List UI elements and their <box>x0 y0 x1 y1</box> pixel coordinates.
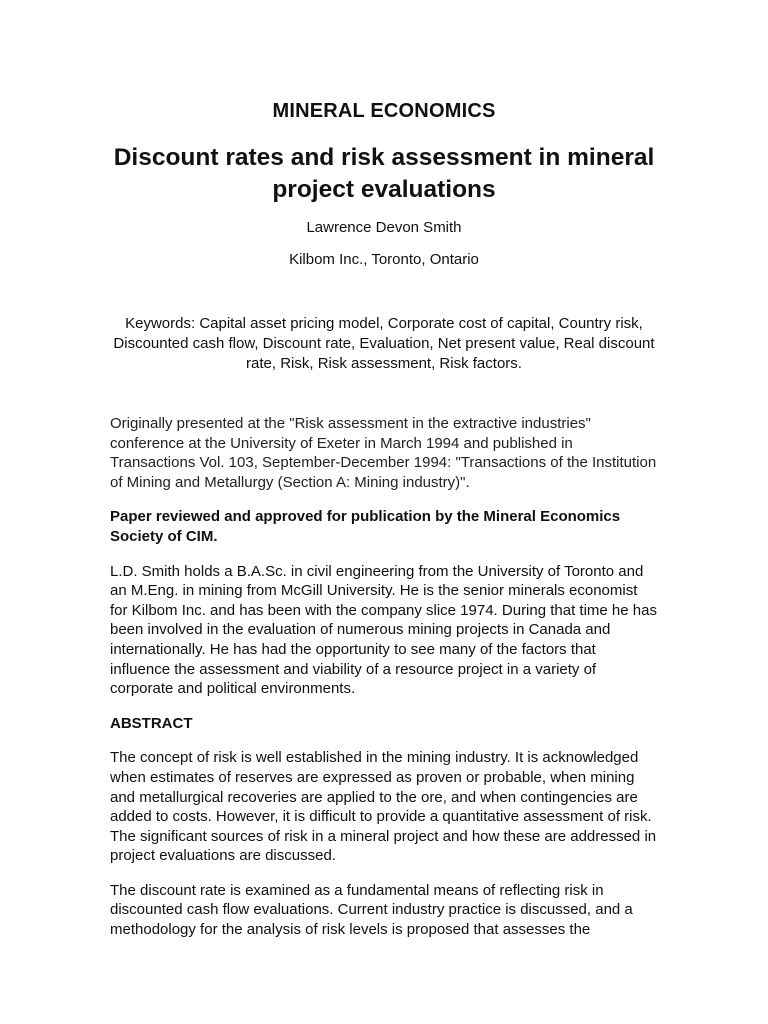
author-bio: L.D. Smith holds a B.A.Sc. in civil engineering from the University of Toronto and an M.Eng. in mining from McGill University. He is the senior minerals economist for Kilbom Inc. and has been with the company slice 1974. During that time he has been involved in the evaluation of numerous mining projects in Canada and internationally. He has had the opportunity to see many of the factors that influence the assessment and viability of a resource project in a variety of corporate and political environments. <box>110 562 657 698</box>
abstract-paragraph-2: The discount rate is examined as a fundamental means of reflecting risk in discounted cash flow evaluations. Current industry practice is discussed, and a methodology for the analysis of risk levels is proposed that assesses the <box>110 881 633 939</box>
abstract-paragraph-1: The concept of risk is well established in the mining industry. It is acknowledged when estimates of reserves are expressed as proven or probable, when mining and metallurgical recoveries are applied to the ore, and when contingencies are added to costs. However, it is difficult to provide a quantitative assessment of risk. The significant sources of risk in a mineral project and how these are addressed in project evaluations are discussed. <box>110 749 657 865</box>
author-name: Lawrence Devon Smith <box>306 219 462 236</box>
keywords: Keywords: Capital asset pricing model, Corporate cost of capital, Country risk, Discounted cash flow, Discount rate, Evaluation, Net present value, Real discount rate, Risk, Risk assessment, Risk factors. <box>113 315 655 372</box>
author-affiliation: Kilbom Inc., Toronto, Ontario <box>289 251 479 268</box>
body-text <box>110 414 658 955</box>
presentation-note: Originally presented at the "Risk assessment in the extractive industries" conference at the University of Exeter in March 1994 and published in Transactions Vol. 103, September-December 1994: "Transactions of the Institution of Mining and Metallurgy (Section A: Mining industry)". <box>110 415 657 491</box>
journal-section-heading: MINERAL ECONOMICS <box>272 100 496 122</box>
abstract-heading: ABSTRACT <box>110 714 193 732</box>
review-note: Paper reviewed and approved for publication by the Mineral Economics Society of CIM. <box>110 508 621 545</box>
paper-title: Discount rates and risk assessment in mineral project evaluations <box>113 144 655 203</box>
